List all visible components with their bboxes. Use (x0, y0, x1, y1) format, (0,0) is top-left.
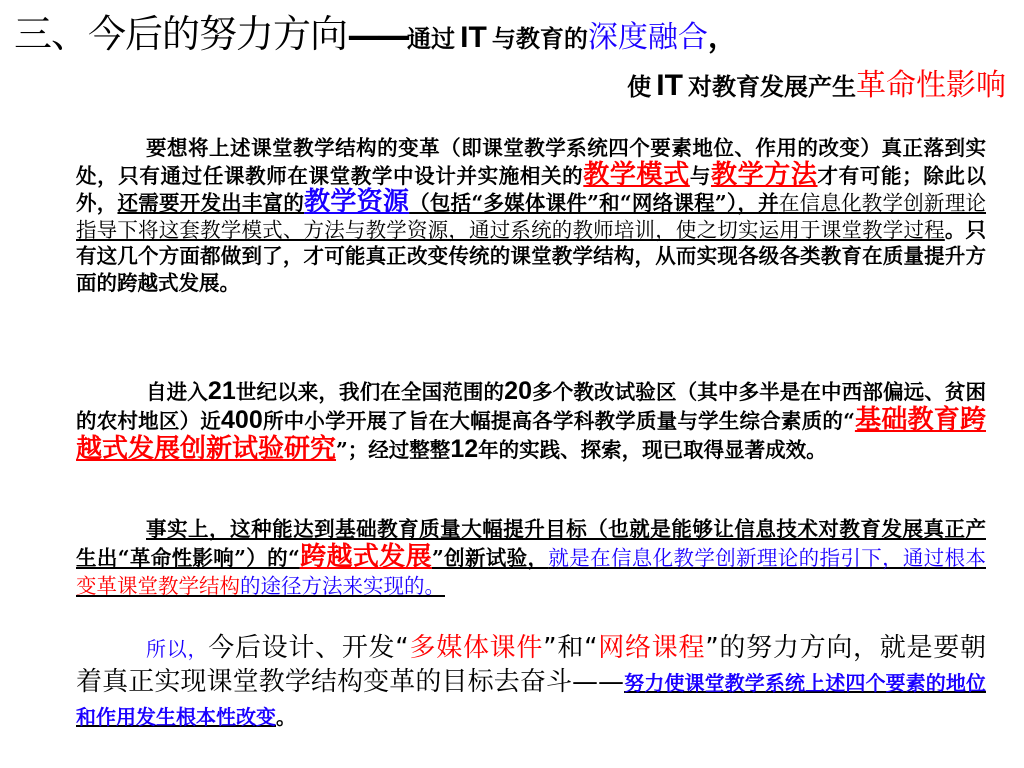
p2-text-6: 年的实践、探索，现已取得显著成效。 (478, 438, 827, 462)
title-make: 使 (627, 72, 652, 101)
paragraph-1 (76, 135, 986, 297)
p2-text-5: ”；经过整整 (336, 438, 451, 462)
p2-text-4: 所中小学开展了旨在大幅提高各学科教学质量与学生综合素质的“ (262, 409, 855, 433)
p3-text-3: 就是在信息化教学创新理论的指引下，通过根本 (548, 546, 986, 570)
p3-text-2: ”创新试验， (431, 546, 549, 570)
leap-development-highlight: 跨越式发展 (299, 542, 432, 572)
teaching-resources-highlight: 教学资源 (304, 187, 410, 218)
title-dash: —— (347, 16, 408, 56)
p2-text-3: 多个教改试验区（其中多半是在中西部偏远、贫困的农村地区）近 (76, 380, 987, 433)
p4-text-2: ”和“ (543, 633, 598, 663)
p2-number-21: 21 (207, 377, 236, 405)
title-deep-fusion: 深度融合 (587, 20, 708, 55)
p4-text-1: 今后设计、开发“ (208, 633, 409, 663)
p2-number-20: 20 (504, 377, 532, 405)
title-heading: 三、今后的努力方向 (14, 12, 348, 56)
title-it-1: IT (460, 21, 487, 54)
paragraph-2 (76, 377, 986, 464)
p3-text-1: 事实上，这种能达到基础教育质量大幅提升目标（也就是能够让信息技术对教育发展真正产生出“革命性影响”）的“ (76, 517, 986, 570)
p1-text-3: 还需要开发出丰富的 (117, 191, 305, 216)
title-line-2 (627, 58, 1006, 118)
p1-text-2: 才有可能；除此以外， (76, 163, 987, 216)
p4-lead: 所以， (146, 637, 209, 661)
paragraph-4 (76, 632, 986, 734)
p1-text-1: 要想将上述课堂教学结构的变革（即课堂教学系统四个要素地位、作用的改变）真正落到实处，只有通过任课教师在课堂教学中设计并实施相关的 (76, 136, 986, 188)
network-course-highlight: 网络课程 (597, 633, 706, 663)
teaching-method-highlight: 教学方法 (710, 159, 818, 190)
multimedia-courseware-highlight: 多媒体课件 (408, 633, 544, 663)
title-via: 通过 (407, 24, 456, 53)
p3-text-4: 的途径方法来实现的。 (240, 574, 445, 598)
paragraph-3 (76, 515, 986, 600)
p1-text-5: 在信息化教学创新理论指导下将这套教学模式、方法与教学资源，通过系统的教师培训，使之切实运用于课堂教学过程 (76, 191, 987, 242)
research-project-highlight: 基础教育跨越式发展创新试验研究 (76, 405, 986, 464)
title-revolutionary-impact: 革命性影响 (856, 68, 1006, 103)
p2-number-12: 12 (450, 435, 479, 463)
title-comma: ， (707, 20, 738, 55)
p4-text-3: ”的努力方向，就是要朝着真正实现课堂教学结构变革的目标去奋斗—— (76, 633, 986, 697)
title-for-edu-dev: 对教育发展产生 (688, 72, 856, 101)
p4-end: 。 (276, 705, 296, 729)
transform-structure-highlight: 变革课堂教学结构 (76, 574, 240, 598)
p2-text-1: 自进入 (146, 380, 208, 404)
p2-number-400: 400 (221, 406, 263, 434)
p1-text-4: （包括“多媒体课件”和“网络课程”），并 (409, 191, 779, 216)
title-it-2: IT (656, 69, 683, 102)
p1-text-6: 。只有这几个方面都做到了，才可能真正改变传统的课堂教学结构，从而实现各级各类教育在质量提升方面的跨越式发展。 (76, 217, 986, 295)
slide-title (0, 0, 1024, 112)
title-with-edu: 与教育的 (491, 24, 588, 53)
p2-text-2: 世纪以来，我们在全国范围的 (235, 380, 505, 404)
teaching-mode-highlight: 教学模式 (583, 159, 690, 190)
p1-and: 与 (689, 163, 711, 188)
p4-goal: 努力使课堂教学系统上述四个要素的地位和作用发生根本性改变 (76, 671, 986, 729)
